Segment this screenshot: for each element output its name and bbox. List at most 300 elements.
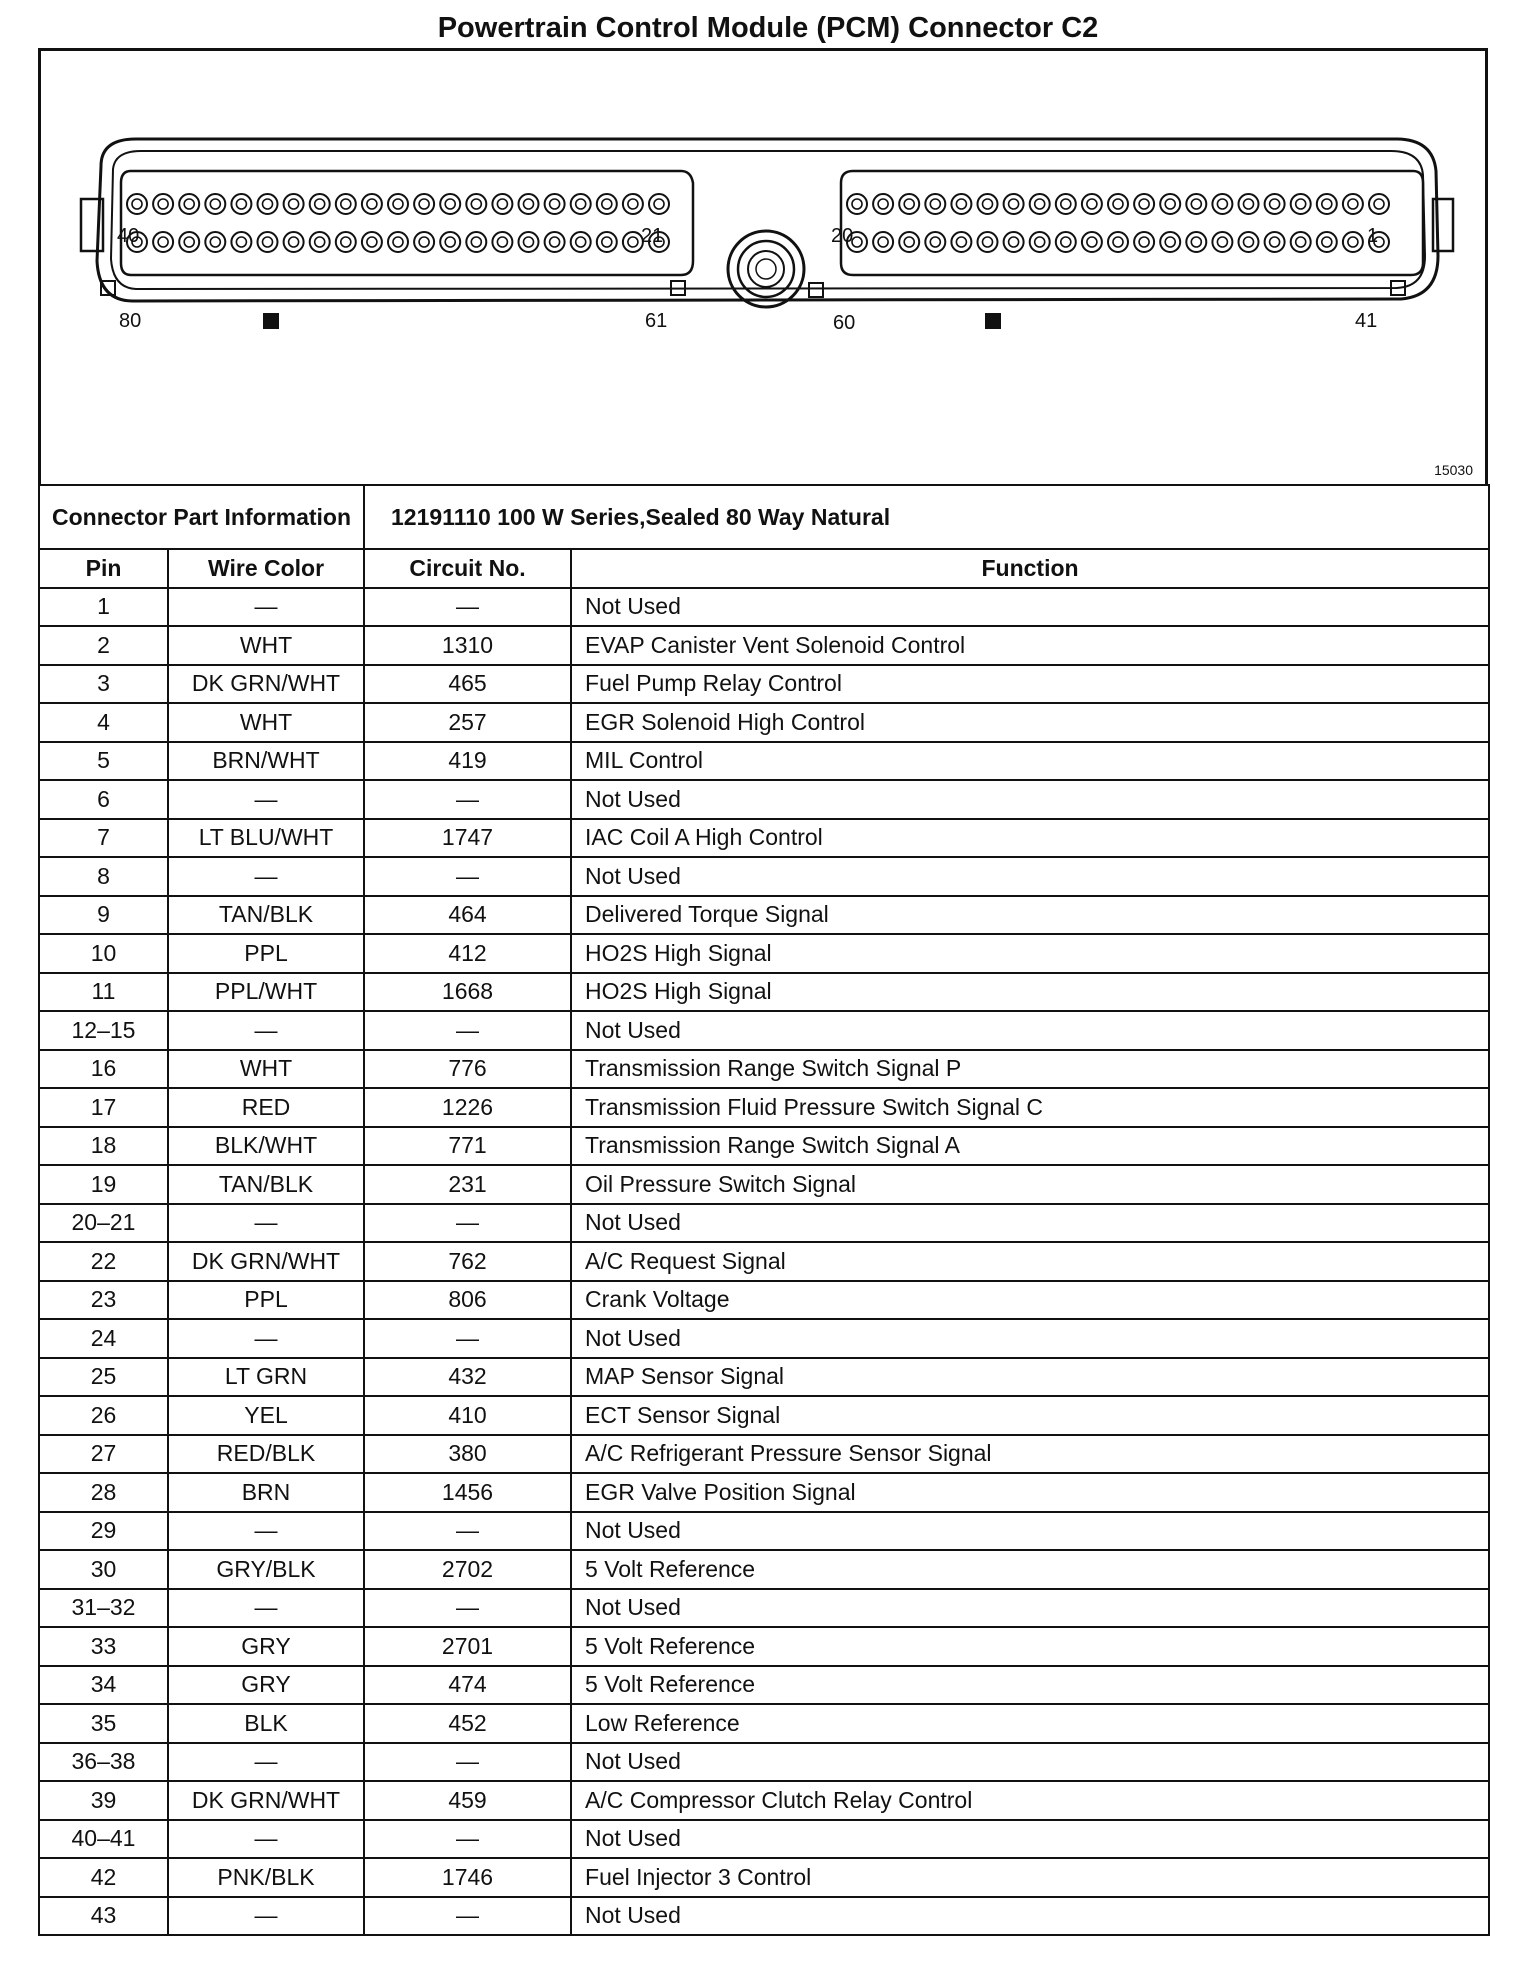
pin-cavity-inner [1139,237,1149,247]
table-row [39,1781,1489,1820]
table-row [39,665,1489,704]
pin-cavity [978,232,998,252]
function-cell: Transmission Fluid Pressure Switch Signal C [571,1088,1489,1127]
pin-cell: 1 [39,588,168,627]
pin-cavity-inner [1191,237,1201,247]
pin-cavity-inner [602,237,612,247]
wire-color-cell: — [168,1820,364,1859]
function-cell: Not Used [571,1319,1489,1358]
pin-cavity-inner [1087,199,1097,209]
polarization-key-right [985,313,1001,329]
pin-cell: 27 [39,1435,168,1474]
pin-cavity [336,232,356,252]
pin-cavity-inner [263,199,273,209]
pin-cavity [1134,232,1154,252]
pin-cavity [1108,194,1128,214]
circuit-cell: 762 [364,1242,571,1281]
pin-cavity [1108,232,1128,252]
pin-cavity [1082,232,1102,252]
pin-label-80: 80 [119,310,142,332]
pin-cavity [284,194,304,214]
function-cell: EGR Solenoid High Control [571,703,1489,742]
pin-cavity [1369,194,1389,214]
wire-color-cell: RED/BLK [168,1435,364,1474]
pin-cavity-inner [289,237,299,247]
function-cell: EGR Valve Position Signal [571,1473,1489,1512]
wire-color-cell: PPL [168,934,364,973]
table-row [39,819,1489,858]
circuit-cell: 474 [364,1666,571,1705]
pin-cavity-inner [1009,199,1019,209]
wire-color-cell: PPL [168,1281,364,1320]
pin-label-40: 40 [117,225,140,247]
pin-cell: 25 [39,1358,168,1397]
circuit-cell: — [364,1011,571,1050]
pin-cell: 9 [39,896,168,935]
col-header-pin: Pin [39,549,168,588]
pin-cavity [336,194,356,214]
pin-cell: 18 [39,1127,168,1166]
function-cell: Transmission Range Switch Signal P [571,1050,1489,1089]
pin-cavity-inner [628,237,638,247]
pin-cavity-inner [315,199,325,209]
wire-color-cell: WHT [168,703,364,742]
function-cell: Not Used [571,857,1489,896]
pin-cavity-inner [367,237,377,247]
pin-cavity-inner [236,199,246,209]
part-info-row [39,485,1489,549]
table-row [39,1627,1489,1666]
function-cell: Not Used [571,1204,1489,1243]
pin-cavity [492,232,512,252]
circuit-cell: 771 [364,1127,571,1166]
pin-cavity-inner [210,237,220,247]
function-cell: IAC Coil A High Control [571,819,1489,858]
table-row [39,1358,1489,1397]
pin-cavity [1160,232,1180,252]
pin-cavity [362,194,382,214]
pin-cavity-inner [1348,199,1358,209]
wire-color-cell: TAN/BLK [168,896,364,935]
pin-cavity [1212,194,1232,214]
function-cell: Delivered Torque Signal [571,896,1489,935]
pin-cavity-inner [158,199,168,209]
pin-cavity-inner [576,237,586,247]
wire-color-cell: BLK/WHT [168,1127,364,1166]
pin-cavity [1134,194,1154,214]
pin-cavity [597,232,617,252]
pin-cavity-inner [852,237,862,247]
wire-color-cell: PNK/BLK [168,1858,364,1897]
circuit-cell: 452 [364,1704,571,1743]
table-row [39,780,1489,819]
pin-cavity-inner [524,237,534,247]
pin-cavity-inner [1009,237,1019,247]
pin-cavity-inner [1348,237,1358,247]
pin-cavity-inner [628,199,638,209]
col-header-circuit: Circuit No. [364,549,571,588]
pin-cavity-inner [497,237,507,247]
wire-color-cell: GRY [168,1627,364,1666]
pin-cavity-inner [341,237,351,247]
pin-cell: 6 [39,780,168,819]
function-cell: MIL Control [571,742,1489,781]
pin-cavity [492,194,512,214]
pin-cavity-inner [983,199,993,209]
pin-cell: 26 [39,1396,168,1435]
table-row [39,1820,1489,1859]
pin-cell: 16 [39,1050,168,1089]
table-row [39,1589,1489,1628]
pin-cell: 22 [39,1242,168,1281]
pin-cell: 34 [39,1666,168,1705]
wire-color-cell: BLK [168,1704,364,1743]
pin-cavity [925,194,945,214]
pin-cavity [310,232,330,252]
circuit-cell: — [364,780,571,819]
function-cell: Fuel Injector 3 Control [571,1858,1489,1897]
function-cell: 5 Volt Reference [571,1627,1489,1666]
function-cell: Not Used [571,1820,1489,1859]
function-cell: Oil Pressure Switch Signal [571,1165,1489,1204]
function-cell: Not Used [571,1897,1489,1936]
pin-cavity-inner [576,199,586,209]
pin-cavity-inner [471,199,481,209]
table-row [39,1550,1489,1589]
pin-cavity [571,194,591,214]
circuit-cell: — [364,1204,571,1243]
table-row [39,934,1489,973]
function-cell: Low Reference [571,1704,1489,1743]
function-cell: Not Used [571,588,1489,627]
pin-cell: 35 [39,1704,168,1743]
table-row [39,1473,1489,1512]
pin-cavity [1317,194,1337,214]
pin-cavity-inner [210,199,220,209]
pin-cavity-inner [1244,199,1254,209]
wire-color-cell: WHT [168,1050,364,1089]
pin-cavity [284,232,304,252]
circuit-cell: 465 [364,665,571,704]
circuit-cell: 1226 [364,1088,571,1127]
table-row [39,1127,1489,1166]
function-cell: MAP Sensor Signal [571,1358,1489,1397]
pin-cavity [1056,194,1076,214]
pin-label-1: 1 [1367,225,1379,247]
circuit-cell: 380 [364,1435,571,1474]
pin-cavity-inner [930,237,940,247]
pin-cavity-inner [1035,199,1045,209]
table-row [39,588,1489,627]
pin-cavity [623,232,643,252]
pin-cavity [951,232,971,252]
wire-color-cell: DK GRN/WHT [168,665,364,704]
circuit-cell: 464 [364,896,571,935]
wire-color-cell: PPL/WHT [168,973,364,1012]
pin-cavity [1291,232,1311,252]
circuit-cell: — [364,1589,571,1628]
wire-color-cell: YEL [168,1396,364,1435]
pin-cavity-inner [956,237,966,247]
pin-cavity [310,194,330,214]
circuit-cell: 1456 [364,1473,571,1512]
table-row [39,1396,1489,1435]
wire-color-cell: GRY [168,1666,364,1705]
pin-label-61: 61 [645,310,668,332]
pin-cavity-inner [602,199,612,209]
pinout-table [38,484,1490,1936]
pin-cavity [545,232,565,252]
pin-cavity-inner [550,199,560,209]
wire-color-cell: LT GRN [168,1358,364,1397]
pin-cavity [1004,232,1024,252]
pin-cavity [153,232,173,252]
pin-cell: 24 [39,1319,168,1358]
pin-cavity [414,194,434,214]
wire-color-cell: — [168,1512,364,1551]
pin-cavity [466,194,486,214]
pin-cell: 43 [39,1897,168,1936]
pin-cell: 19 [39,1165,168,1204]
table-row [39,973,1489,1012]
table-row [39,1743,1489,1782]
pin-cavity [519,194,539,214]
figure-number: 15030 [1434,462,1473,478]
pin-cavity-inner [1270,199,1280,209]
pin-cavity-inner [1061,237,1071,247]
pin-cell: 10 [39,934,168,973]
pin-cell: 33 [39,1627,168,1666]
table-row [39,703,1489,742]
wire-color-cell: — [168,1204,364,1243]
pin-cavity-inner [1244,237,1254,247]
pin-cell: 40–41 [39,1820,168,1859]
pin-cavity-inner [471,237,481,247]
pin-cell: 8 [39,857,168,896]
pin-cavity [545,194,565,214]
table-row [39,1897,1489,1936]
pin-cavity-inner [1165,237,1175,247]
function-cell: 5 Volt Reference [571,1666,1489,1705]
function-cell: Crank Voltage [571,1281,1489,1320]
pin-cavity [847,194,867,214]
circuit-cell: 1746 [364,1858,571,1897]
wire-color-cell: RED [168,1088,364,1127]
pin-cavity [597,194,617,214]
pin-cavity [466,232,486,252]
connector-drawing [41,51,1491,487]
function-cell: Not Used [571,1743,1489,1782]
wire-color-cell: GRY/BLK [168,1550,364,1589]
pin-cavity [414,232,434,252]
circuit-cell: 432 [364,1358,571,1397]
connector-diagram [38,48,1488,484]
pin-cavity [1239,194,1259,214]
pin-cavity-inner [367,199,377,209]
pin-cell: 4 [39,703,168,742]
pin-cell: 42 [39,1858,168,1897]
table-row [39,1858,1489,1897]
page-title: Powertrain Control Module (PCM) Connector C2 [437,12,1099,44]
wire-color-cell: — [168,1743,364,1782]
pin-cavity-inner [497,199,507,209]
pin-cavity [1082,194,1102,214]
table-row [39,1050,1489,1089]
pin-cavity-inner [236,237,246,247]
pin-cell: 23 [39,1281,168,1320]
table-row [39,1011,1489,1050]
pin-label-60: 60 [833,312,856,334]
pin-cavity [362,232,382,252]
pin-cavity-inner [1191,199,1201,209]
pin-cavity [127,194,147,214]
pin-cavity [388,232,408,252]
pin-cavity [1030,232,1050,252]
pin-cavity [873,194,893,214]
pin-cavity-inner [289,199,299,209]
pin-cell: 30 [39,1550,168,1589]
pin-cavity-inner [1113,237,1123,247]
wire-color-cell: — [168,1011,364,1050]
pin-cavity [873,232,893,252]
wire-color-cell: DK GRN/WHT [168,1781,364,1820]
pin-cavity [179,232,199,252]
pin-cavity-inner [956,199,966,209]
pin-cavity-inner [1217,199,1227,209]
pin-cavity [440,194,460,214]
circuit-cell: — [364,1512,571,1551]
table-row [39,626,1489,665]
table-row [39,1165,1489,1204]
function-cell: A/C Compressor Clutch Relay Control [571,1781,1489,1820]
table-row [39,857,1489,896]
pin-cavity-inner [1296,237,1306,247]
wire-color-cell: — [168,857,364,896]
function-cell: Not Used [571,1589,1489,1628]
pin-cavity [1056,232,1076,252]
pin-cavity [519,232,539,252]
pin-cavity [899,194,919,214]
pin-cavity-inner [1087,237,1097,247]
function-cell: Fuel Pump Relay Control [571,665,1489,704]
wire-color-cell: TAN/BLK [168,1165,364,1204]
wire-color-cell: LT BLU/WHT [168,819,364,858]
polarization-key-left [263,313,279,329]
pin-cavity-inner [1322,237,1332,247]
function-cell: EVAP Canister Vent Solenoid Control [571,626,1489,665]
pin-cavity-inner [904,237,914,247]
pin-cell: 2 [39,626,168,665]
pin-cavity [649,194,669,214]
pin-cavity [231,194,251,214]
pin-cavity-inner [419,199,429,209]
wire-color-cell: — [168,1319,364,1358]
pin-cavity [153,194,173,214]
pin-label-41: 41 [1355,310,1378,332]
pin-cavity-inner [878,199,888,209]
pin-cavity [1239,232,1259,252]
pin-cavity [205,194,225,214]
pin-cavity-inner [1374,199,1384,209]
table-row [39,1319,1489,1358]
pin-cavity-inner [341,199,351,209]
pin-cavity-inner [1322,199,1332,209]
pin-cell: 36–38 [39,1743,168,1782]
pin-cavity [623,194,643,214]
table-row [39,1512,1489,1551]
circuit-cell: — [364,1319,571,1358]
pin-cavity-inner [524,199,534,209]
pin-cavity [1212,232,1232,252]
circuit-cell: — [364,857,571,896]
pin-label-21: 21 [641,225,664,247]
pin-cavity [1317,232,1337,252]
pin-cavity [1343,194,1363,214]
circuit-cell: 410 [364,1396,571,1435]
pin-cavity-inner [930,199,940,209]
pin-cavity-inner [1035,237,1045,247]
pin-cavity [388,194,408,214]
wire-color-cell: BRN/WHT [168,742,364,781]
pin-cell: 7 [39,819,168,858]
pin-label-20: 20 [831,225,854,247]
pin-cavity-inner [852,199,862,209]
pin-cavity-inner [550,237,560,247]
pin-cavity-inner [132,199,142,209]
table-row [39,1435,1489,1474]
pin-cavity [179,194,199,214]
wire-color-cell: — [168,1589,364,1628]
pin-cavity [571,232,591,252]
table-row [39,1204,1489,1243]
wire-color-cell: BRN [168,1473,364,1512]
wire-color-cell: WHT [168,626,364,665]
pin-cavity [1004,194,1024,214]
pin-cell: 12–15 [39,1011,168,1050]
pin-cavity-inner [419,237,429,247]
table-row [39,1704,1489,1743]
pin-cell: 31–32 [39,1589,168,1628]
table-row [39,1666,1489,1705]
pin-cavity [258,194,278,214]
table-row [39,1242,1489,1281]
circuit-cell: 412 [364,934,571,973]
pins-left-group [127,194,669,252]
pin-cavity-inner [184,237,194,247]
circuit-cell: — [364,1743,571,1782]
table-row [39,1088,1489,1127]
function-cell: Not Used [571,1512,1489,1551]
circuit-cell: 2702 [364,1550,571,1589]
circuit-cell: 459 [364,1781,571,1820]
pin-cavity-inner [1296,199,1306,209]
circuit-cell: 1747 [364,819,571,858]
function-cell: Transmission Range Switch Signal A [571,1127,1489,1166]
pin-cavity [440,232,460,252]
pin-cavity [258,232,278,252]
pin-cavity [1030,194,1050,214]
pin-cell: 20–21 [39,1204,168,1243]
pin-cavity-inner [393,237,403,247]
pin-cavity-inner [1061,199,1071,209]
table-row [39,1281,1489,1320]
pin-cavity [899,232,919,252]
pin-cavity [1265,194,1285,214]
pin-cell: 29 [39,1512,168,1551]
pin-cavity [978,194,998,214]
pin-cavity-inner [393,199,403,209]
circuit-cell: — [364,588,571,627]
